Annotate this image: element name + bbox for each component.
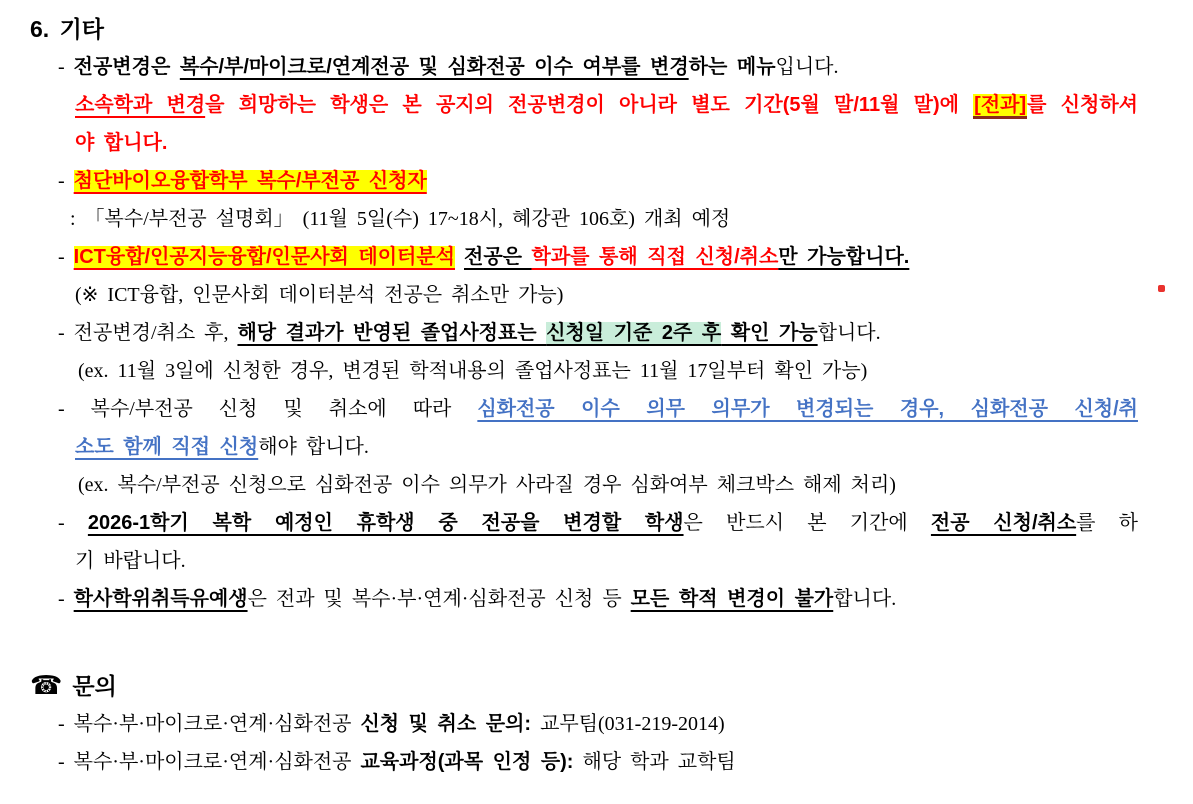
text-segment: (ex. 11월 3일에 신청한 경우, 변경된 학적내용의 졸업사정표는 11월 17일부터 확인 가능) <box>78 360 868 382</box>
text-segment: 소도 함께 직접 신청 <box>75 436 259 458</box>
text-line <box>75 542 1138 580</box>
section-contact-body <box>30 705 1138 781</box>
text-segment: 해당 결과가 반영된 졸업사정표는 <box>237 322 547 344</box>
highlighted-text: 신청일 기준 2주 후 <box>546 322 722 344</box>
text-segment: 을 희망하는 학생은 본 공지의 전공변경이 아니라 별도 기간(5월 말/11월 말)에 <box>205 94 974 116</box>
text-segment: 해당 학과 교학팀 <box>573 751 736 773</box>
text-segment: 복수·부·마이크로·연계·심화전공 <box>73 751 361 773</box>
text-segment: 전공 신청/취소 <box>930 512 1077 534</box>
text-segment: 은 반드시 본 기간에 <box>683 512 931 534</box>
text-segment: - <box>58 398 91 420</box>
text-segment: 학사학위취득유예생 <box>73 588 248 610</box>
text-segment: 교육과정(과목 인정 등): <box>360 751 574 773</box>
text-segment: - <box>58 170 74 192</box>
text-segment: 복수·부·마이크로·연계·심화전공 <box>73 713 361 735</box>
text-line <box>75 124 1138 162</box>
text-segment: - <box>58 56 74 78</box>
section-misc-body <box>30 48 1138 618</box>
text-line <box>78 352 1138 390</box>
text-segment: 합니다. <box>817 322 881 344</box>
text-line <box>58 48 1138 86</box>
text-segment: - <box>58 751 74 773</box>
highlighted-text: [전과] <box>973 94 1027 119</box>
text-line <box>75 86 1138 124</box>
section-misc-title: 6. 기타 <box>30 16 105 42</box>
text-segment: 복수/부/마이크로/연계전공 및 심화전공 이수 여부를 변경 <box>179 56 689 78</box>
text-line <box>75 428 1138 466</box>
section-contact-heading <box>30 666 1138 705</box>
text-segment: 복수/부전공 신청 및 취소에 따라 <box>90 398 478 420</box>
text-line <box>58 314 1138 352</box>
phone-icon: ☎ <box>30 670 63 700</box>
text-segment: 학과를 통해 직접 신청/취소 <box>531 246 779 268</box>
text-line <box>75 276 1138 314</box>
text-segment: 전공변경/취소 후, <box>73 322 238 344</box>
text-segment: 심화전공 이수 의무 의무가 변경되는 경우, 심화전공 신청/취 <box>477 398 1138 420</box>
text-segment: 2026-1학기 복학 예정인 휴학생 중 전공을 변경할 학생 <box>87 512 684 534</box>
text-segment: 를 하 <box>1076 512 1138 534</box>
text-line <box>70 200 1138 238</box>
text-segment: 해야 합니다. <box>258 436 369 458</box>
highlighted-text: 첨단바이오융합학부 복수/부전공 신청자 <box>73 170 427 192</box>
text-segment: 소속학과 변경 <box>75 94 206 116</box>
text-segment: - <box>58 512 88 534</box>
text-segment: 확인 가능 <box>721 322 818 344</box>
text-line <box>78 466 1138 504</box>
text-segment: 만 가능합니다. <box>778 246 910 268</box>
text-segment: 입니다. <box>775 56 839 78</box>
text-segment: 전공은 <box>464 246 532 268</box>
text-segment: (※ ICT융합, 인문사회 데이터분석 전공은 취소만 가능) <box>75 284 564 306</box>
text-segment: 를 신청하셔 <box>1027 94 1138 116</box>
text-segment: 은 전과 및 복수·부·연계·심화전공 신청 등 <box>247 588 631 610</box>
text-segment: - <box>58 713 74 735</box>
text-segment: 모든 학적 변경이 불가 <box>630 588 834 610</box>
text-line <box>58 705 1138 743</box>
text-line <box>58 162 1138 200</box>
stray-red-dot <box>1158 285 1165 292</box>
highlighted-text: ICT융합/인공지능융합/인문사회 데이터분석 <box>73 246 455 268</box>
text-segment <box>455 246 464 268</box>
text-segment: - <box>58 322 74 344</box>
text-segment: 교무팀(031-219-2014) <box>531 713 725 735</box>
text-segment: 신청 및 취소 문의: <box>360 713 532 735</box>
text-line <box>58 238 1138 276</box>
text-line <box>58 390 1138 428</box>
text-segment: 기 바랍니다. <box>75 550 186 572</box>
text-segment: 전공변경은 <box>73 56 180 78</box>
text-line <box>58 743 1138 781</box>
text-segment: 야 합니다. <box>75 132 168 154</box>
text-segment: 합니다. <box>833 588 897 610</box>
text-segment: : 「복수/부전공 설명회」 (11월 5일(수) 17~18시, 혜강관 106호) 개최 예정 <box>70 208 731 230</box>
text-segment: - <box>58 588 74 610</box>
text-line <box>58 580 1138 618</box>
text-segment: (ex. 복수/부전공 신청으로 심화전공 이수 의무가 사라질 경우 심화여부 체크박스 해제 처리) <box>78 474 896 496</box>
text-segment: - <box>58 246 74 268</box>
contact-title-label: 문의 <box>72 673 117 699</box>
text-line <box>58 504 1138 542</box>
text-segment: 하는 메뉴 <box>688 56 776 78</box>
